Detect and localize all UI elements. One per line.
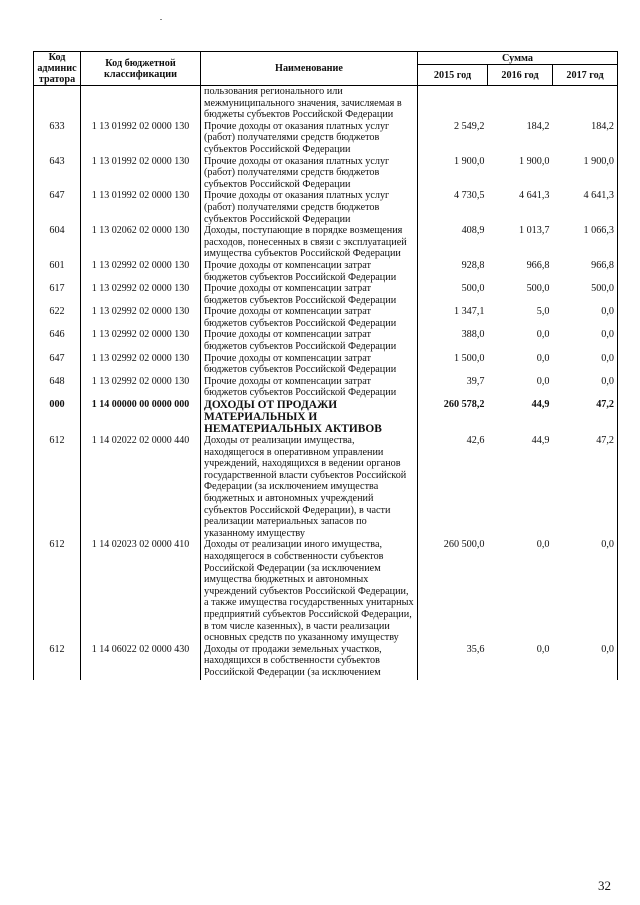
amount-2015-cell: 1 500,0: [453, 352, 485, 364]
name-cell: Доходы от продажи земельных участков, находящихся в собственности субъектов Российской Федерации (за исключением: [201, 644, 418, 680]
name-cell: Прочие доходы от компенсации затрат бюджетов субъектов Российской Федерации: [201, 260, 418, 283]
table-row: [34, 260, 618, 283]
table-row: [34, 121, 618, 156]
kbk-cell: 1 13 02992 02 0000 130: [81, 353, 201, 376]
admin-code-cell: 646: [34, 329, 81, 352]
kbk-cell: 1 13 02992 02 0000 130: [81, 376, 201, 399]
name-cell: Прочие доходы от оказания платных услуг (работ) получателями средств бюджетов субъектов Российской Федерации: [201, 190, 418, 225]
amount-2017-cell: 500,0: [553, 283, 618, 306]
amount-2015-cell: 39,7: [466, 375, 485, 387]
table-row: [34, 306, 618, 329]
admin-code-cell: 612: [34, 644, 81, 680]
admin-code-cell: 000: [34, 399, 81, 435]
name-cell: Доходы, поступающие в порядке возмещения расходов, понесенных в связи с эксплуатацией имущества субъектов Российской Федерации: [201, 225, 418, 260]
table-body: [34, 86, 618, 680]
amount-2017-cell: 0,0: [553, 353, 618, 376]
amount-2017-cell: 184,2: [553, 121, 618, 156]
table-row-section-total: [34, 399, 618, 435]
admin-code-cell: 633: [34, 121, 81, 156]
amount-2017-cell: 47,2: [553, 399, 618, 435]
amount-2016-cell: 0,0: [536, 375, 550, 387]
kbk-cell: 1 14 02022 02 0000 440: [81, 435, 201, 539]
amount-2016-cell: 44,9: [531, 399, 550, 411]
amount-2015-cell: 260 500,0: [443, 539, 485, 551]
amount-2017-cell: 0,0: [553, 376, 618, 399]
name-cell: пользования регионального или межмуниципального значения, зачисляемая в бюджеты субъектов Российской Федерации: [201, 86, 418, 121]
amount-2015-cell: [418, 86, 488, 121]
admin-code-cell: [34, 86, 81, 121]
header-sum: Сумма: [418, 52, 618, 65]
header-kbk: Код бюджетной классификации: [81, 52, 201, 86]
amount-2016-cell: 44,9: [531, 435, 550, 447]
amount-2016-cell: 966,8: [526, 259, 550, 271]
kbk-cell: [81, 86, 201, 121]
amount-2016-cell: 1 900,0: [518, 155, 550, 167]
kbk-cell: 1 13 02992 02 0000 130: [81, 306, 201, 329]
table-row: [34, 353, 618, 376]
kbk-cell: 1 13 02992 02 0000 130: [81, 260, 201, 283]
name-cell: Прочие доходы от оказания платных услуг (работ) получателями средств бюджетов субъектов Российской Федерации: [201, 121, 418, 156]
amount-2016-cell: 5,0: [536, 306, 550, 318]
amount-2015-cell: 928,8: [461, 259, 485, 271]
scan-mark: [160, 19, 162, 20]
table-row: [34, 329, 618, 352]
amount-2017-cell: 966,8: [553, 260, 618, 283]
amount-2015-cell: 500,0: [461, 283, 485, 295]
amount-2015-cell: 408,9: [461, 225, 485, 237]
kbk-cell: 1 13 02992 02 0000 130: [81, 329, 201, 352]
header-year-2016: 2016 год: [488, 65, 553, 86]
kbk-cell: 1 14 02023 02 0000 410: [81, 539, 201, 643]
header-year-2017: 2017 год: [553, 65, 618, 86]
admin-code-cell: 648: [34, 376, 81, 399]
amount-2016-cell: 0,0: [536, 352, 550, 364]
amount-2015-cell: 35,6: [466, 643, 485, 655]
amount-2016-cell: 500,0: [526, 283, 550, 295]
amount-2017-cell: 0,0: [553, 644, 618, 680]
amount-2015-cell: 1 347,1: [453, 306, 485, 318]
table-row: [34, 644, 618, 680]
name-cell: Доходы от реализации имущества, находящегося в оперативном управлении учреждений, находящихся в ведении органов государственной власти субъектов Российской Федерации (за исключением имущества бюджетных и автономных учреждений субъектов Российской Федерации), в части реализации материальных запасов по указанному имуществу: [201, 435, 418, 539]
name-cell: Прочие доходы от компенсации затрат бюджетов субъектов Российской Федерации: [201, 353, 418, 376]
amount-2015-cell: 1 900,0: [453, 155, 485, 167]
name-cell: Прочие доходы от компенсации затрат бюджетов субъектов Российской Федерации: [201, 329, 418, 352]
admin-code-cell: 617: [34, 283, 81, 306]
amount-2016-cell: 0,0: [536, 329, 550, 341]
amount-2015-cell: 42,6: [466, 435, 485, 447]
table-row: [34, 156, 618, 191]
admin-code-cell: 612: [34, 539, 81, 643]
kbk-cell: 1 13 02062 02 0000 130: [81, 225, 201, 260]
amount-2016-cell: 184,2: [526, 120, 550, 132]
amount-2016-cell: 1 013,7: [518, 225, 550, 237]
header-admin-code: Код админис тратора: [34, 52, 81, 86]
amount-2017-cell: 0,0: [553, 539, 618, 643]
admin-code-cell: 643: [34, 156, 81, 191]
name-cell: Доходы от реализации иного имущества, находящегося в собственности субъектов Российской Федерации (за исключением имущества бюджетных и автономных учреждений субъектов Российской Федерации, а также имущества государственных унитарных предприятий субъектов Российской Федерации, в том числе казенных), в части реализации основных средств по указанному имуществу: [201, 539, 418, 643]
admin-code-cell: 601: [34, 260, 81, 283]
table-row: [34, 283, 618, 306]
admin-code-cell: 647: [34, 190, 81, 225]
amount-2015-cell: 2 549,2: [453, 120, 485, 132]
name-cell: Прочие доходы от компенсации затрат бюджетов субъектов Российской Федерации: [201, 376, 418, 399]
name-cell: Прочие доходы от компенсации затрат бюджетов субъектов Российской Федерации: [201, 283, 418, 306]
amount-2016-cell: 0,0: [536, 643, 550, 655]
admin-code-cell: 622: [34, 306, 81, 329]
name-cell: Прочие доходы от оказания платных услуг (работ) получателями средств бюджетов субъектов Российской Федерации: [201, 156, 418, 191]
amount-2017-cell: 47,2: [553, 435, 618, 539]
table-header: [34, 52, 618, 86]
amount-2017-cell: 4 641,3: [553, 190, 618, 225]
table-row: [34, 539, 618, 643]
amount-2017-cell: 0,0: [553, 329, 618, 352]
table-row: [34, 190, 618, 225]
kbk-cell: 1 14 06022 02 0000 430: [81, 644, 201, 680]
admin-code-cell: 647: [34, 353, 81, 376]
table-row: [34, 435, 618, 539]
table-row: [34, 86, 618, 121]
amount-2016-cell: [488, 86, 553, 121]
amount-2015-cell: 260 578,2: [443, 399, 485, 411]
kbk-cell: 1 13 01992 02 0000 130: [81, 156, 201, 191]
kbk-cell: 1 14 00000 00 0000 000: [81, 399, 201, 435]
name-cell: Прочие доходы от компенсации затрат бюджетов субъектов Российской Федерации: [201, 306, 418, 329]
amount-2017-cell: 1 900,0: [553, 156, 618, 191]
header-year-2015: 2015 год: [418, 65, 488, 86]
amount-2017-cell: 0,0: [553, 306, 618, 329]
table-row: [34, 376, 618, 399]
amount-2015-cell: 388,0: [461, 329, 485, 341]
name-cell: ДОХОДЫ ОТ ПРОДАЖИ МАТЕРИАЛЬНЫХ И НЕМАТЕРИАЛЬНЫХ АКТИВОВ: [201, 399, 418, 435]
header-name: Наименование: [201, 52, 418, 86]
amount-2017-cell: [553, 86, 618, 121]
amount-2016-cell: 0,0: [536, 539, 550, 551]
amount-2017-cell: 1 066,3: [553, 225, 618, 260]
kbk-cell: 1 13 02992 02 0000 130: [81, 283, 201, 306]
page-number: 32: [598, 878, 611, 893]
kbk-cell: 1 13 01992 02 0000 130: [81, 190, 201, 225]
admin-code-cell: 604: [34, 225, 81, 260]
admin-code-cell: 612: [34, 435, 81, 539]
amount-2015-cell: 4 730,5: [453, 190, 485, 202]
amount-2016-cell: 4 641,3: [518, 190, 550, 202]
kbk-cell: 1 13 01992 02 0000 130: [81, 121, 201, 156]
budget-table: [33, 51, 618, 680]
table-row: [34, 225, 618, 260]
